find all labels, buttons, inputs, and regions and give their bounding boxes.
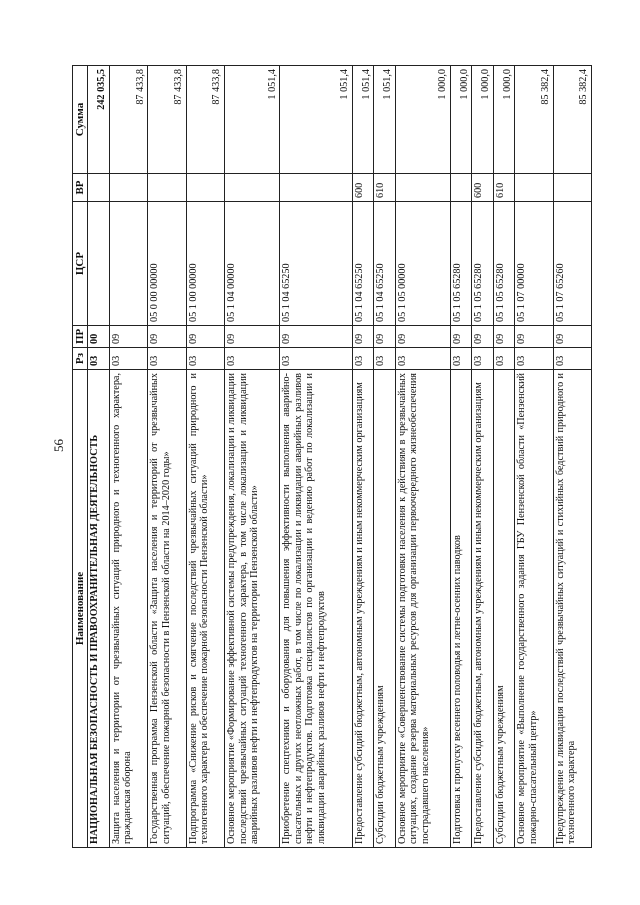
cell-vr [553, 174, 591, 202]
cell-name: Предоставление субсидий бюджетным, автономным учреждениям и иным некоммерческим организациям [352, 370, 373, 848]
cell-name: Основное мероприятие «Совершенствование системы подготовки населения к действиям в чрезвычайных ситуациях, создание резерва материальных ресурсов для организации первоочередного жизнеобеспечения пострадавшего населения» [395, 370, 450, 848]
cell-rz: 03 [472, 348, 493, 370]
cell-csr: 05 1 00 00000 [186, 202, 224, 326]
table-row [450, 66, 471, 848]
cell-pr: 09 [352, 326, 373, 348]
cell-name: Предупреждение и ликвидация последствий чрезвычайных ситуаций и стихийных бедствий природного и техногенного характера [553, 370, 591, 848]
cell-rz: 03 [225, 348, 280, 370]
cell-vr [280, 174, 352, 202]
cell-sum: 87 433,8 [186, 66, 224, 174]
table-row [88, 66, 109, 848]
cell-csr: 05 1 05 65280 [493, 202, 514, 326]
cell-rz: 03 [515, 348, 553, 370]
cell-sum: 1 051,4 [352, 66, 373, 174]
header-name: Наименование [73, 370, 88, 848]
cell-sum: 1 051,4 [280, 66, 352, 174]
cell-name: Основное мероприятие «Выполнение государственного задания ГБУ Пензенской области «Пензенский пожарно-спасательный центр» [515, 370, 553, 848]
cell-sum: 1 051,4 [374, 66, 395, 174]
cell-sum: 1 000,0 [395, 66, 450, 174]
cell-vr: 600 [472, 174, 493, 202]
cell-vr: 600 [352, 174, 373, 202]
cell-name: Субсидии бюджетным учреждениям [493, 370, 514, 848]
cell-vr [515, 174, 553, 202]
cell-rz: 03 [88, 348, 109, 370]
cell-rz: 03 [109, 348, 147, 370]
table-row [109, 66, 147, 848]
cell-name: Государственная программа Пензенской области «Защита населения и территорий от чрезвычайных ситуаций, обеспечение пожарной безопасности в Пензенской области на 2014–2020 годы» [148, 370, 186, 848]
cell-sum: 1 000,0 [472, 66, 493, 174]
cell-vr [148, 174, 186, 202]
cell-rz: 03 [493, 348, 514, 370]
cell-pr: 09 [109, 326, 147, 348]
table-row [515, 66, 553, 848]
table-row [186, 66, 224, 848]
cell-rz: 03 [553, 348, 591, 370]
cell-csr: 05 1 04 65250 [280, 202, 352, 326]
cell-csr: 05 1 07 00000 [515, 202, 553, 326]
cell-pr: 09 [148, 326, 186, 348]
cell-rz: 03 [148, 348, 186, 370]
cell-vr [225, 174, 280, 202]
table-row [553, 66, 591, 848]
cell-name: Субсидии бюджетным учреждениям [374, 370, 395, 848]
table-row [280, 66, 352, 848]
cell-csr: 05 1 07 65260 [553, 202, 591, 326]
cell-vr [109, 174, 147, 202]
budget-table-rotated [72, 66, 592, 848]
cell-pr: 09 [186, 326, 224, 348]
table-row [472, 66, 493, 848]
cell-name: Предоставление субсидий бюджетным, автономным учреждениям и иным некоммерческим организациям [472, 370, 493, 848]
cell-pr: 09 [395, 326, 450, 348]
cell-vr: 610 [374, 174, 395, 202]
cell-name: Основное мероприятие «Формирование эффективной системы предупреждения, локализации и ликвидации последствий чрезвычайных ситуаций техногенного характера, в том числе локализации и ликвидации аварийных разливов нефти и нефтепродуктов на территории Пензенской области» [225, 370, 280, 848]
cell-vr [88, 174, 109, 202]
header-vr: ВР [73, 174, 88, 202]
cell-csr: 05 1 05 65280 [450, 202, 471, 326]
cell-sum: 85 382,4 [553, 66, 591, 174]
cell-pr: 09 [493, 326, 514, 348]
cell-csr: 05 1 05 00000 [395, 202, 450, 326]
cell-name: Подпрограмма «Снижение рисков и смягчение последствий чрезвычайных ситуаций природного и техногенного характера и обеспечение пожарной безопасности Пензенской области» [186, 370, 224, 848]
cell-csr: 05 1 05 65280 [472, 202, 493, 326]
cell-rz: 03 [450, 348, 471, 370]
cell-csr: 05 0 00 00000 [148, 202, 186, 326]
cell-name: НАЦИОНАЛЬНАЯ БЕЗОПАСНОСТЬ И ПРАВООХРАНИТЕЛЬНАЯ ДЕЯТЕЛЬНОСТЬ [88, 370, 109, 848]
cell-sum: 87 433,8 [109, 66, 147, 174]
table-row [225, 66, 280, 848]
table-row [148, 66, 186, 848]
cell-vr [395, 174, 450, 202]
table-row [352, 66, 373, 848]
cell-pr: 09 [515, 326, 553, 348]
cell-sum: 1 000,0 [450, 66, 471, 174]
cell-sum: 85 382,4 [515, 66, 553, 174]
cell-rz: 03 [186, 348, 224, 370]
cell-csr: 05 1 04 65250 [374, 202, 395, 326]
cell-sum: 1 000,0 [493, 66, 514, 174]
table-row [374, 66, 395, 848]
table-row [493, 66, 514, 848]
cell-pr: 09 [225, 326, 280, 348]
cell-sum: 87 433,8 [148, 66, 186, 174]
cell-name: Защита населения и территории от чрезвычайных ситуаций природного и техногенного характера, гражданская оборона [109, 370, 147, 848]
cell-pr: 09 [450, 326, 471, 348]
cell-rz: 03 [374, 348, 395, 370]
header-pr: ПР [73, 326, 88, 348]
header-csr: ЦСР [73, 202, 88, 326]
cell-vr [450, 174, 471, 202]
cell-csr [88, 202, 109, 326]
cell-pr: 09 [553, 326, 591, 348]
cell-sum: 242 035,5 [88, 66, 109, 174]
cell-pr: 09 [280, 326, 352, 348]
cell-vr [186, 174, 224, 202]
cell-rz: 03 [280, 348, 352, 370]
table-row [395, 66, 450, 848]
cell-name: Приобретение спецтехники и оборудования для повышения эффективности выполнения аварийно-спасательных и других неотложных работ, в том числе по локализации и ликвидации аварийных разливов нефти и нефтепродуктов. Подготовка специалистов по организации и ведению работ по локализации и ликвидации аварийных разливов нефти и нефтепродуктов [280, 370, 352, 848]
header-rz: Рз [73, 348, 88, 370]
budget-table [72, 65, 592, 848]
cell-rz: 03 [395, 348, 450, 370]
cell-csr: 05 1 04 65250 [352, 202, 373, 326]
cell-pr: 09 [374, 326, 395, 348]
header-sum: Сумма [73, 66, 88, 174]
page-number: 56 [51, 439, 66, 452]
cell-rz: 03 [352, 348, 373, 370]
cell-name: Подготовка к пропуску весеннего половодья и летне-осенних паводков [450, 370, 471, 848]
cell-sum: 1 051,4 [225, 66, 280, 174]
cell-csr [109, 202, 147, 326]
cell-csr: 05 1 04 00000 [225, 202, 280, 326]
cell-pr: 00 [88, 326, 109, 348]
table-header-row [73, 66, 88, 848]
cell-pr: 09 [472, 326, 493, 348]
cell-vr: 610 [493, 174, 514, 202]
